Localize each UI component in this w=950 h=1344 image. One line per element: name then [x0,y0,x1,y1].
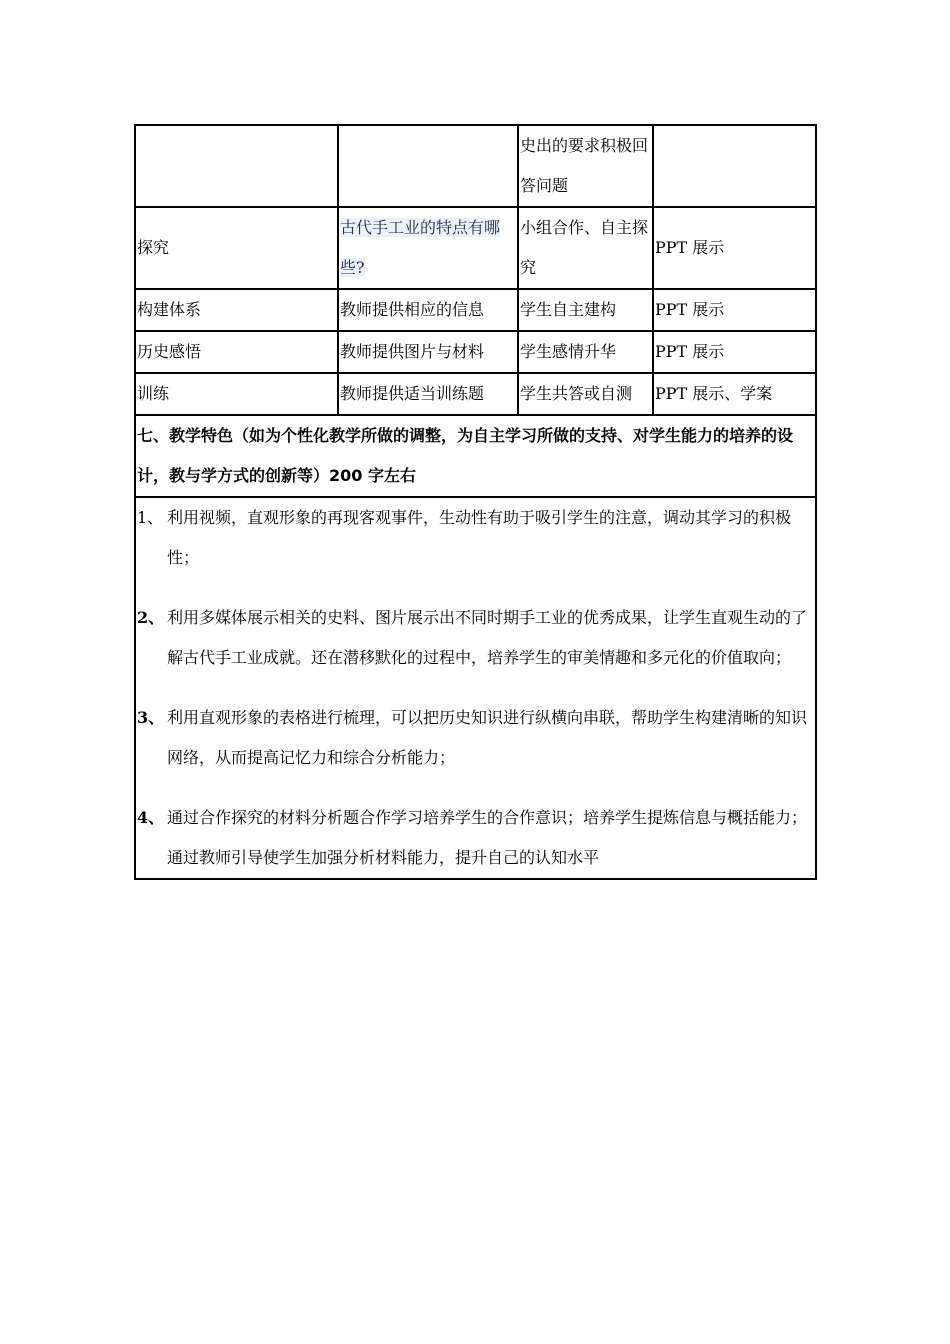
table-row [135,373,816,415]
table-row [135,331,816,373]
feature-text: 利用直观形象的表格进行梳理，可以把历史知识进行纵横向串联，帮助学生构建清晰的知识网络，从而提高记忆力和综合分析能力； [167,708,808,767]
table-cell: 史出的要求积极回答问题 [518,125,653,207]
student-activity-cell: 小组合作、自主探究 [518,207,653,289]
media-cell: PPT 展示 [653,289,816,331]
media-cell: PPT 展示 [653,331,816,373]
feature-number: 2、 [137,608,165,627]
feature-text: 利用视频，直观形象的再现客观事件，生动性有助于吸引学生的注意，调动其学习的积极性； [167,508,792,567]
teacher-activity-cell: 教师提供相应的信息 [338,289,518,331]
feature-item [137,498,815,578]
table-cell [338,125,518,207]
student-activity-cell: 学生共答或自测 [518,373,653,415]
teacher-activity-cell: 教师提供图片与材料 [338,331,518,373]
stage-cell: 历史感悟 [135,331,338,373]
student-activity-cell: 学生自主建构 [518,289,653,331]
table-cell [135,125,338,207]
section-heading: 七、教学特色（如为个性化教学所做的调整，为自主学习所做的支持、对学生能力的培养的设计，教与学方式的创新等）200 字左右 [135,415,816,497]
feature-text: 利用多媒体展示相关的史料、图片展示出不同时期手工业的优秀成果，让学生直观生动的了解古代手工业成就。还在潜移默化的过程中，培养学生的审美情趣和多元化的价值取向； [167,608,808,667]
stage-cell: 训练 [135,373,338,415]
stage-cell: 构建体系 [135,289,338,331]
lesson-plan-table [134,124,817,880]
feature-number: 3、 [137,708,165,727]
feature-number: 1、 [137,508,164,527]
student-activity-cell: 学生感情升华 [518,331,653,373]
media-cell: PPT 展示、学案 [653,373,816,415]
section-heading-row [135,415,816,497]
teacher-activity-cell: 教师提供适当训练题 [338,373,518,415]
stage-cell: 探究 [135,207,338,289]
table-cell [653,125,816,207]
table-row [135,125,816,207]
feature-item [137,698,815,778]
media-cell: PPT 展示 [653,207,816,289]
feature-item [137,598,815,678]
feature-text: 通过合作探究的材料分析题合作学习培养学生的合作意识；培养学生提炼信息与概括能力；通过教师引导使学生加强分析材料能力，提升自己的认知水平 [167,808,808,867]
teacher-activity-cell [338,207,518,289]
features-row [135,497,816,879]
table-row [135,289,816,331]
question-text: 古代手工业的特点有哪些? [340,218,501,277]
feature-item [137,798,815,878]
feature-number: 4、 [137,808,165,827]
table-row [135,207,816,289]
features-list [135,497,816,879]
